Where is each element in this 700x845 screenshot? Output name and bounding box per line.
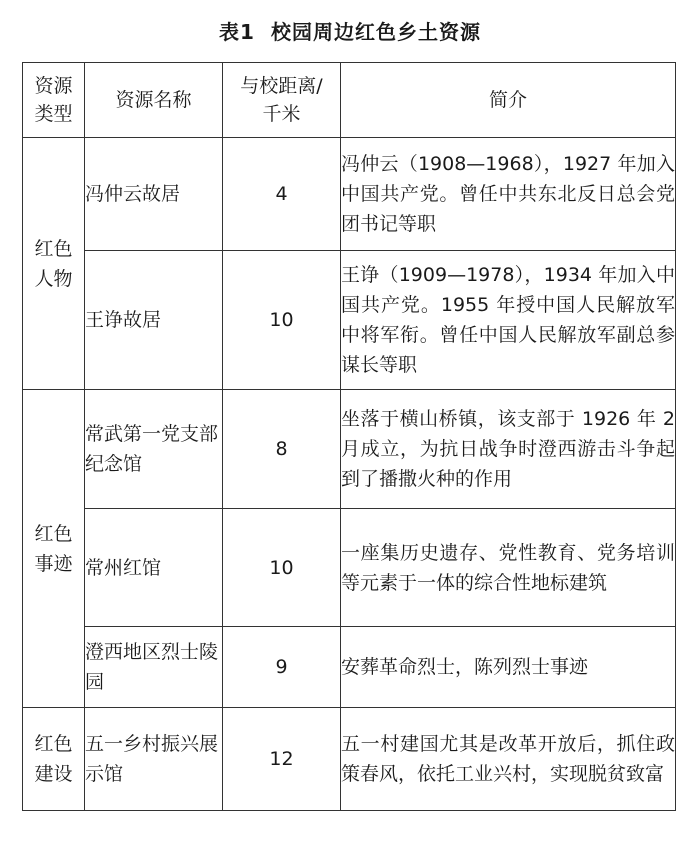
resource-type-line1: 红色 — [34, 522, 73, 545]
description-cell: 五一村建国尤其是改革开放后，抓住政策春风，依托工业兴村，实现脱贫致富 — [341, 708, 676, 811]
table-row — [23, 509, 676, 627]
header-description: 简介 — [341, 63, 676, 138]
table-number: 表1 — [219, 20, 255, 44]
resource-name-cell: 冯仲云故居 — [85, 138, 223, 251]
header-distance-line1: 与校距离/ — [240, 75, 323, 97]
resource-name-cell: 澄西地区烈士陵园 — [85, 627, 223, 708]
resource-type-cell — [23, 708, 85, 811]
distance-cell: 8 — [223, 390, 341, 509]
resource-name-cell: 王诤故居 — [85, 251, 223, 390]
distance-cell: 9 — [223, 627, 341, 708]
resource-type-line1: 红色 — [34, 237, 73, 260]
description-cell: 王诤（1909—1978），1934 年加入中国共产党。1955 年授中国人民解放军中将军衔。曾任中国人民解放军副总参谋长等职 — [341, 251, 676, 390]
distance-cell: 12 — [223, 708, 341, 811]
table-row — [23, 390, 676, 509]
table-row — [23, 627, 676, 708]
resource-type-line2: 人物 — [34, 267, 73, 290]
table-header-row — [23, 63, 676, 138]
table-title-text: 校园周边红色乡土资源 — [270, 20, 481, 44]
header-resource-type — [23, 63, 85, 138]
resource-table — [22, 62, 676, 811]
resource-type-cell — [23, 390, 85, 708]
resource-type-line2: 建设 — [34, 763, 73, 785]
header-resource-type-line2: 类型 — [34, 103, 73, 125]
description-cell: 一座集历史遗存、党性教育、党务培训等元素于一体的综合性地标建筑 — [341, 509, 676, 627]
resource-type-line1: 红色 — [34, 733, 73, 755]
description-cell: 安葬革命烈士，陈列烈士事迹 — [341, 627, 676, 708]
distance-cell: 10 — [223, 509, 341, 627]
description-cell: 坐落于横山桥镇，该支部于 1926 年 2 月成立，为抗日战争时澄西游击斗争起到了播撒火种的作用 — [341, 390, 676, 509]
distance-cell: 10 — [223, 251, 341, 390]
description-cell: 冯仲云（1908—1968），1927 年加入中国共产党。曾任中共东北反日总会党团书记等职 — [341, 138, 676, 251]
distance-cell: 4 — [223, 138, 341, 251]
resource-type-cell — [23, 138, 85, 390]
resource-type-line2: 事迹 — [34, 552, 73, 575]
table-row — [23, 138, 676, 251]
table-title — [0, 16, 700, 45]
resource-name-cell: 五一乡村振兴展示馆 — [85, 708, 223, 811]
table-row — [23, 251, 676, 390]
header-resource-type-line1: 资源 — [34, 75, 73, 97]
table-row — [23, 708, 676, 811]
resource-name-cell: 常武第一党支部纪念馆 — [85, 390, 223, 509]
resource-name-cell: 常州红馆 — [85, 509, 223, 627]
header-distance — [223, 63, 341, 138]
header-resource-name: 资源名称 — [85, 63, 223, 138]
header-distance-line2: 千米 — [262, 103, 301, 125]
